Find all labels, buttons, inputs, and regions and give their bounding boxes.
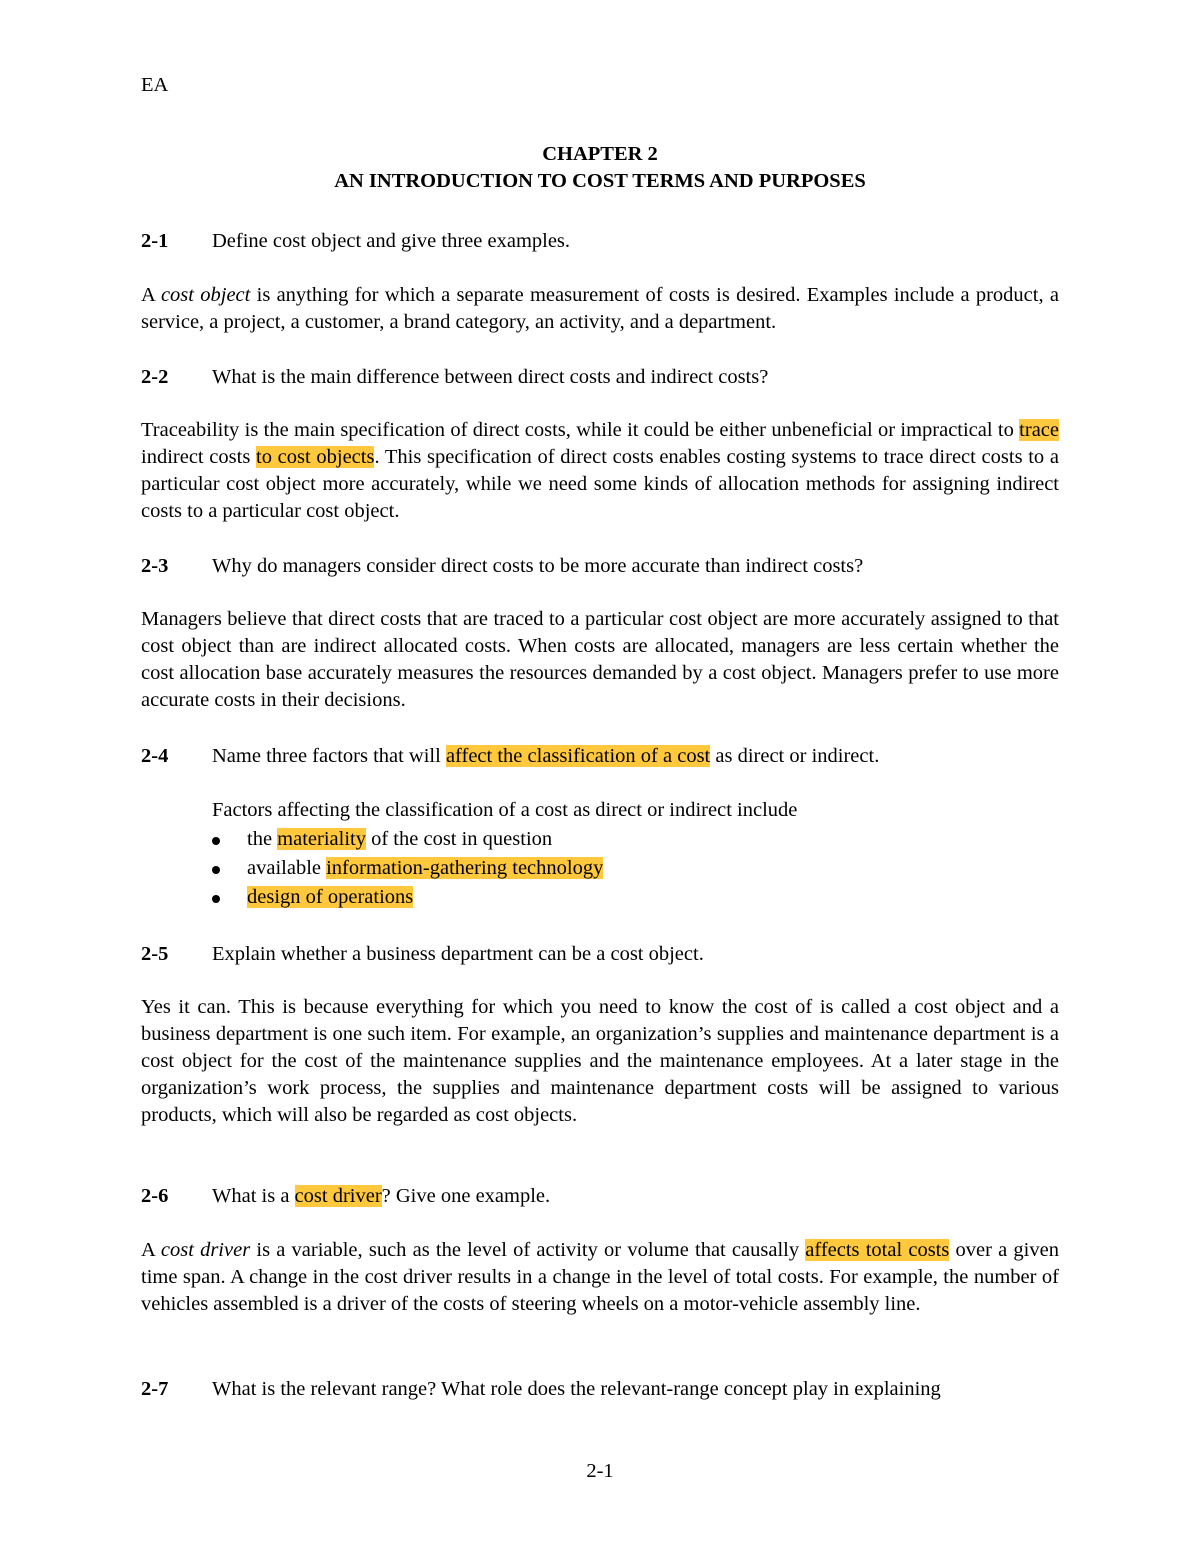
question-text: What is the main difference between direct costs and indirect costs? <box>212 366 769 388</box>
highlight-affects-total-costs: affects total costs <box>805 1239 950 1261</box>
highlight-information-gathering: information-gathering technology <box>326 857 604 879</box>
answer-text: . This specification of direct costs enables costing systems to trace direct costs to a particular cost object more accurately, while we need some kinds of allocation methods for assigning indirect costs to a particular cost object. <box>141 446 1059 522</box>
question-text-part: ? Give one example. <box>381 1185 551 1207</box>
question-text-part: as direct or indirect. <box>710 745 880 767</box>
question-text: Define cost object and give three examples. <box>212 230 571 252</box>
question-number: 2-7 <box>141 1378 169 1400</box>
page-number: 2-1 <box>586 1460 614 1482</box>
header-mark: EA <box>141 74 169 96</box>
answer-text: A <box>141 284 161 306</box>
answer-text: indirect costs <box>141 446 257 468</box>
question-text-part: Name three factors that will <box>212 745 446 767</box>
answer-text: over a given time span. A change in the cost driver results in a change in the level of total costs. For example, the number of vehicles assembled is a driver of the costs of steering wheels on a motor-vehicle assembly line. <box>141 1239 1059 1315</box>
highlight-to-cost-objects: to cost objects <box>256 446 375 468</box>
factors-list <box>212 825 603 912</box>
term-cost-driver: cost driver <box>160 1239 251 1261</box>
question-number: 2-5 <box>141 943 169 965</box>
question-text-part: What is a <box>212 1185 295 1207</box>
question-text: Why do managers consider direct costs to be more accurate than indirect costs? <box>212 555 864 577</box>
question-text <box>212 1183 550 1210</box>
answer-text: Traceability is the main specification of direct costs, while it could be either unbeneficial or impractical to <box>141 419 1020 441</box>
question-number: 2-6 <box>141 1185 169 1207</box>
list-item <box>212 883 603 912</box>
highlight-cost-driver: cost driver <box>294 1185 382 1207</box>
chapter-number: CHAPTER 2 <box>542 143 658 165</box>
highlight-trace: trace <box>1019 419 1059 441</box>
bullet-icon <box>212 866 220 874</box>
list-item <box>212 854 603 883</box>
bullet-icon <box>212 837 220 845</box>
question-text: Explain whether a business department can be a cost object. <box>212 943 704 965</box>
answer-text: is anything for which a separate measurement of costs is desired. Examples include a product, a service, a project, a customer, a brand category, an activity, and a department. <box>141 284 1059 333</box>
answer-2-2 <box>141 417 1059 525</box>
question-text: What is the relevant range? What role does the relevant-range concept play in explaining <box>212 1378 941 1400</box>
question-number: 2-4 <box>141 745 169 767</box>
answer-2-6 <box>141 1237 1059 1318</box>
list-item-text: available <box>247 857 327 879</box>
highlight-materiality: materiality <box>277 828 366 850</box>
question-text <box>212 743 879 770</box>
question-number: 2-1 <box>141 230 169 252</box>
answer-2-3: Managers believe that direct costs that are traced to a particular cost object are more accurately assigned to that cost object than are indirect allocated costs. When costs are allocated, managers are less certain whether the cost allocation base accurately measures the resources demanded by a cost object. Managers prefer to use more accurate costs in their decisions. <box>141 608 1059 711</box>
question-number: 2-2 <box>141 366 169 388</box>
list-item-text: the <box>247 828 278 850</box>
highlight-classification: affect the classification of a cost <box>445 745 711 767</box>
chapter-title: AN INTRODUCTION TO COST TERMS AND PURPOSES <box>334 170 866 192</box>
list-item <box>212 825 603 854</box>
list-item-text: of the cost in question <box>365 828 553 850</box>
factors-intro: Factors affecting the classification of a cost as direct or indirect include <box>212 799 798 821</box>
answer-2-1 <box>141 282 1059 336</box>
bullet-icon <box>212 895 220 903</box>
answer-text: is a variable, such as the level of activity or volume that causally <box>250 1239 806 1261</box>
term-cost-object: cost object <box>160 284 251 306</box>
answer-text: A <box>141 1239 161 1261</box>
answer-2-5: Yes it can. This is because everything for which you need to know the cost of is called a cost object and a business department is one such item. For example, an organization’s supplies and maintenance department is a cost object for the cost of the maintenance supplies and the maintenance employees. At a later stage in the organization’s work process, the supplies and maintenance department costs will be assigned to various products, which will also be regarded as cost objects. <box>141 996 1059 1126</box>
question-number: 2-3 <box>141 555 169 577</box>
highlight-design-of-operations: design of operations <box>247 886 414 908</box>
